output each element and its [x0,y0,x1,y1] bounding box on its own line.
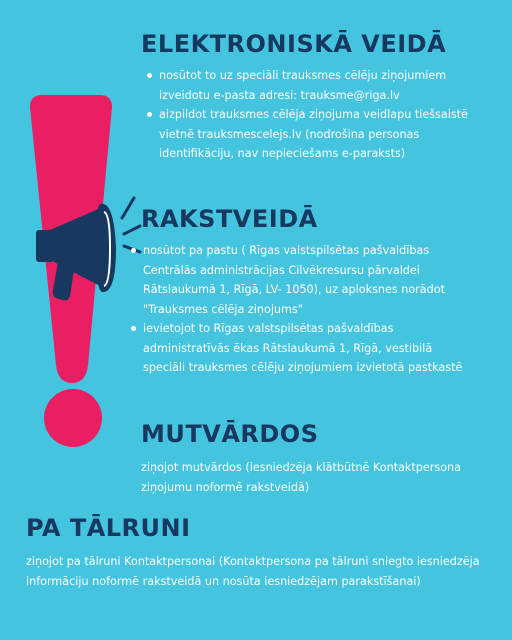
section-heading-written: RAKSTVEIDĀ [141,205,318,233]
section-heading-oral: MUTVĀRDOS [141,420,319,448]
phone-text: ziņojot pa tālruni Kontaktpersonai (Kontaktpersona pa tālruni sniegto iesniedzēja informāciju noformē rakstveidā un nosūta iesniedzējam parakstīšanai) [26,555,480,588]
oral-text: ziņojot mutvārdos (iesniedzēja klātbūtnē Kontaktpersona ziņojumu noformē rakstveidā) [141,461,462,494]
section-heading-phone: PA TĀLRUNI [26,514,191,542]
list-item: ievietojot to Rīgas valstspilsētas pašvaldības administratīvās ēkas Rātslaukumā 1, Rīgā, vestibilā speciāli trauksmes cēlēju ziņojumiem izvietotā pastkastē [129,319,474,378]
list-item: aizpildot trauksmes cēlēja ziņojuma veidlapu tiešsaistē vietnē trauksmescelejs.lv (nodrošina personas identifikāciju, nav nepieciešams e-paraksts) [145,105,485,164]
written-list [129,241,474,378]
list-item: nosūtot to uz speciāli trauksmes cēlēju ziņojumiem izveidotu e-pasta adresi: trauksme@riga.lv [145,66,485,105]
section-heading-electronic: ELEKTRONISKĀ VEIDĀ [141,30,447,58]
list-item: nosūtot pa pastu ( Rīgas valstspilsētas pašvaldības Centrālās administrācijas Cilvēkresursu pārvaldei Rātslaukumā 1, Rīgā, LV- 1050), uz aploksnes norādot "Trauksmes cēlēja ziņojums" [129,241,474,319]
electronic-list [145,66,485,164]
